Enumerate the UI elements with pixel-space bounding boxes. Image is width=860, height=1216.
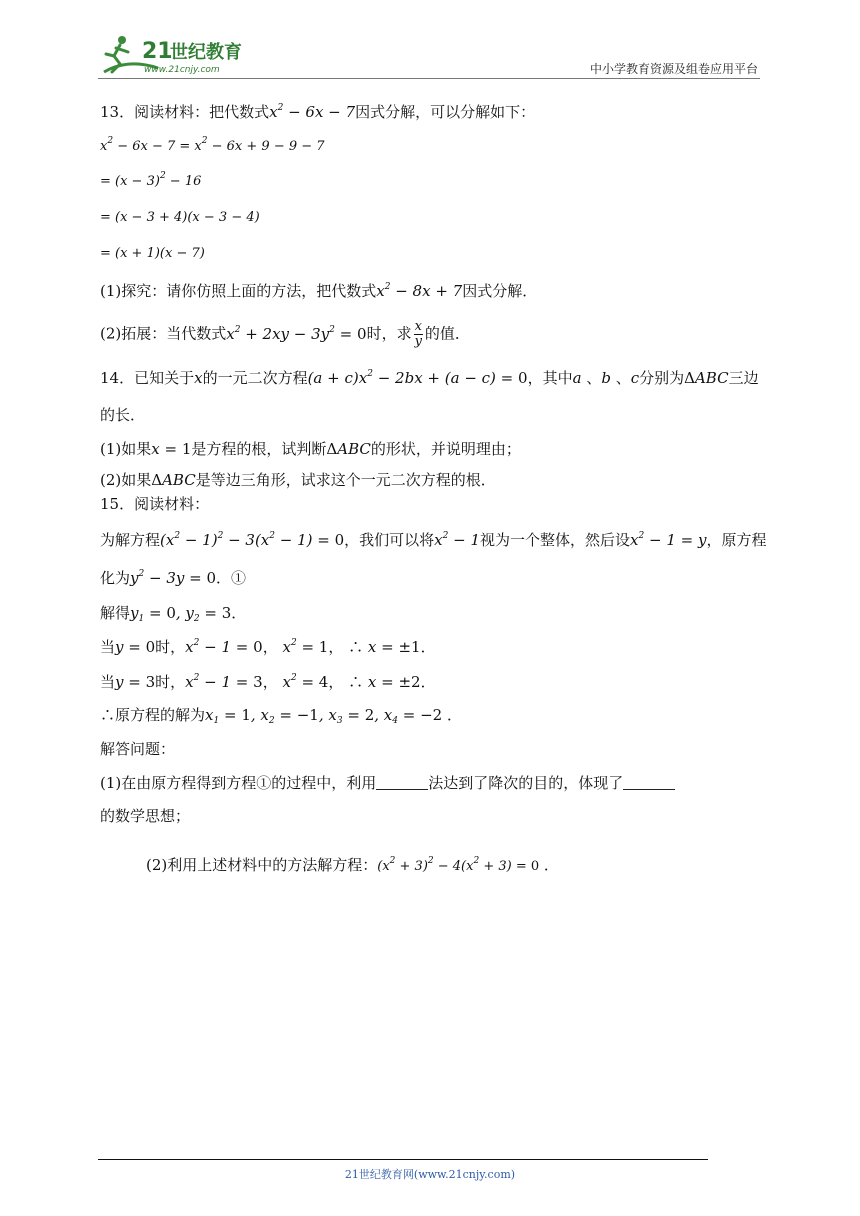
text: 法达到了降次的目的，体现了 bbox=[428, 774, 624, 792]
q13-part2 bbox=[100, 320, 470, 349]
q15-part1-cont: 的数学思想； bbox=[100, 807, 191, 825]
footer-divider bbox=[98, 1159, 708, 1160]
math-expr: x = 1 bbox=[151, 440, 192, 458]
text: (1)探究：请你仿照上面的方法，把代数式 bbox=[100, 282, 377, 300]
fraction-x-over-y: $\frac{x}{y}$ bbox=[414, 319, 422, 349]
math-expr: $(a + c)x^2 - 2bx + (a - c) = 0$ bbox=[307, 369, 528, 387]
math-expr: ΔABC bbox=[326, 440, 371, 458]
text: 为解方程 bbox=[100, 531, 161, 549]
math-expr: x bbox=[194, 369, 203, 387]
text: (2)如果 bbox=[100, 471, 152, 489]
math-expr: $x^2 - 1 = y$ bbox=[630, 531, 707, 549]
text: 的一元二次方程 bbox=[202, 369, 308, 387]
math-expr: $x^2 - 1 = 3$ bbox=[185, 673, 263, 691]
q14-part1 bbox=[100, 439, 521, 459]
q15-line3 bbox=[100, 568, 246, 588]
math-expr: ΔABC bbox=[684, 369, 729, 387]
text: ．① bbox=[216, 569, 247, 587]
q13-part1 bbox=[100, 281, 537, 301]
math-expr: $(x^2 + 3)^2 - 4(x^2 + 3) = 0$ bbox=[377, 856, 540, 874]
text: ，原方程 bbox=[706, 531, 767, 549]
q13-step2: = $(x - 3)^2 - 16$ bbox=[100, 171, 202, 189]
q13-step4: = (x + 1)(x − 7) bbox=[100, 246, 205, 261]
q14-part2 bbox=[100, 470, 496, 490]
text: ，我们可以将 bbox=[344, 531, 435, 549]
text: 时，求 bbox=[366, 324, 412, 343]
footer-text: 21世纪教育网(www.21cnjy.com) bbox=[344, 1168, 516, 1181]
math-expr: $x^2 - 1$ bbox=[434, 531, 481, 549]
q13-step1: $x^2 - 6x - 7 = x^2 - 6x + 9 - 9 - 7$ bbox=[100, 136, 325, 154]
text: 化为 bbox=[100, 569, 131, 587]
svg-text:世纪教育: 世纪教育 bbox=[170, 42, 242, 63]
text: 时， bbox=[155, 673, 186, 691]
math-expr: y = 0 bbox=[115, 638, 156, 656]
text: 当 bbox=[100, 638, 116, 656]
math-expr: $y^2 - 3y = 0$ bbox=[130, 569, 217, 587]
q14-intro: 14．已知关于x的一元二次方程$(a + c)x^2 - 2bx + (a - c) = 0$，其中a 、b 、c分别为ΔABC三边 bbox=[100, 369, 759, 387]
math-expr: $y_1 = 0$, $y_2 = 3$ bbox=[130, 604, 232, 624]
header-divider bbox=[98, 78, 760, 79]
text: (1)在由原方程得到方程①的过程中，利用 bbox=[100, 774, 377, 792]
platform-title: 中小学教育资源及组卷应用平台 bbox=[589, 62, 758, 76]
answer-blank-1[interactable] bbox=[376, 775, 428, 790]
q15-line7: ∴原方程的解为$x_1 = 1$, $x_2 = -1$, $x_3 = 2$, $x_4 = -2$ ． bbox=[100, 706, 462, 726]
text: 的形状，并说明理由； bbox=[370, 440, 521, 458]
math-expr: $(x^2 - 1)^2 - 3(x^2 - 1) = 0$ bbox=[160, 531, 345, 549]
math-expr: $x_1 = 1$, $x_2 = -1$, $x_3 = 2$, $x_4 = -2$ bbox=[205, 706, 443, 726]
text: 是等边三角形，试求这个一元二次方程的根． bbox=[195, 471, 496, 489]
text: (2)拓展：当代数式 bbox=[100, 324, 227, 343]
q15-line4: 解得$y_1 = 0$, $y_2 = 3$． bbox=[100, 604, 247, 624]
svg-text:21: 21 bbox=[142, 39, 173, 64]
text: 13．阅读材料：把代数式 bbox=[100, 103, 270, 121]
q14-intro-cont: 的长． bbox=[100, 406, 146, 424]
math-expr: $x^2 - 8x + 7$ bbox=[376, 282, 463, 300]
text: ，其中 bbox=[527, 369, 573, 387]
q15-line2 bbox=[100, 530, 767, 550]
text: 因式分解． bbox=[462, 282, 538, 300]
q13-step3: = (x − 3 + 4)(x − 3 − 4) bbox=[100, 210, 260, 225]
q15-part1 bbox=[100, 773, 675, 793]
math-expr: $x^2 - 6x - 7$ bbox=[269, 103, 356, 121]
math-expr: ΔABC bbox=[151, 471, 196, 489]
page-header bbox=[98, 30, 758, 80]
text: 时， bbox=[155, 638, 186, 656]
logo-icon bbox=[98, 32, 268, 78]
text: (1)如果 bbox=[100, 440, 152, 458]
math-expr: $x^2 - 1 = 0$ bbox=[185, 638, 263, 656]
math-expr: a bbox=[572, 369, 582, 387]
text: 因式分解，可以分解如下： bbox=[355, 103, 536, 121]
text: (2)利用上述材料中的方法解方程： bbox=[146, 856, 378, 874]
text: 的值． bbox=[424, 324, 470, 343]
math-expr: $x^2 + 2xy - 3y^2 = 0$ bbox=[226, 324, 367, 343]
text: 解得 bbox=[100, 604, 131, 622]
text: 当 bbox=[100, 673, 116, 691]
answer-blank-2[interactable] bbox=[623, 775, 675, 790]
q15-part2: (2)利用上述材料中的方法解方程：$(x^2 + 3)^2 - 4(x^2 + 3) = 0$ ． bbox=[146, 856, 559, 874]
text: 分别为 bbox=[639, 369, 685, 387]
q15-answer-heading: 解答问题： bbox=[100, 740, 176, 758]
q13-intro bbox=[100, 102, 535, 122]
q15-line6: 当y = 3时，$x^2 - 1 = 3$， $x^2 = 4$， ∴ x = ±2． bbox=[100, 673, 436, 691]
text: 14．已知关于 bbox=[100, 369, 195, 387]
text: 是方程的根，试判断 bbox=[191, 440, 327, 458]
text: 视为一个整体，然后设 bbox=[480, 531, 631, 549]
svg-text:www.21cnjy.com: www.21cnjy.com bbox=[144, 65, 220, 75]
text: ∴原方程的解为 bbox=[100, 706, 206, 724]
math-expr: y = 3 bbox=[115, 673, 156, 691]
text: 三边 bbox=[728, 369, 759, 387]
q15-line5: 当y = 0时，$x^2 - 1 = 0$， $x^2 = 1$， ∴ x = ±1． bbox=[100, 638, 436, 656]
q15-intro: 15．阅读材料： bbox=[100, 495, 210, 513]
